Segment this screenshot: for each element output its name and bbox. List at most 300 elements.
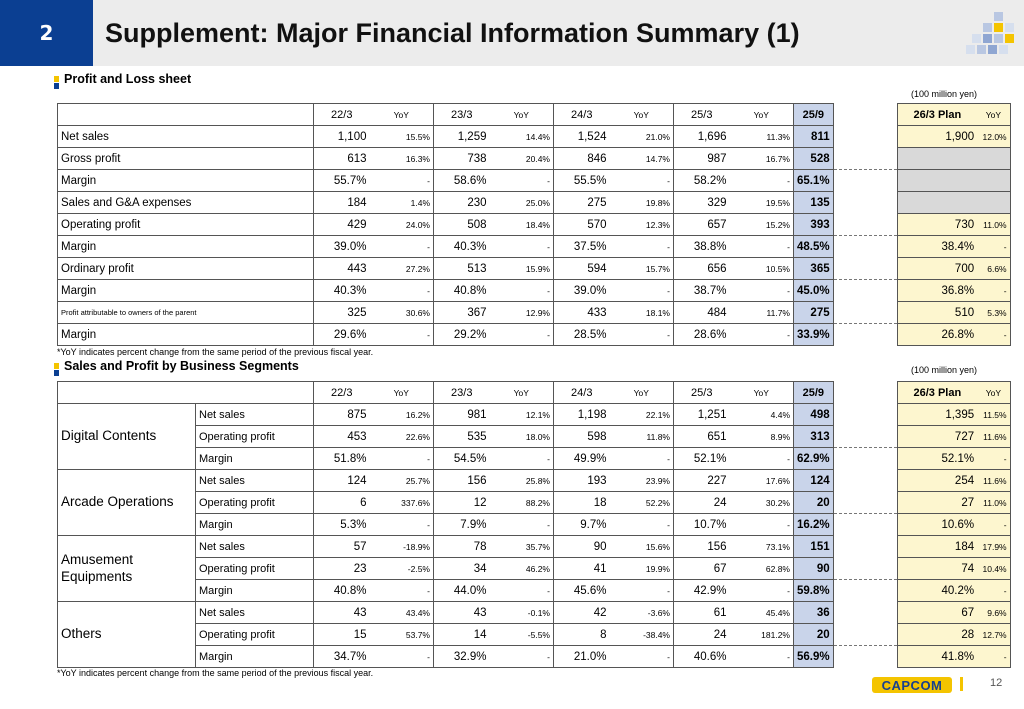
yoy-cell: 26.8% bbox=[897, 324, 977, 346]
column-gap bbox=[833, 104, 897, 126]
yoy-cell: 14.7% bbox=[610, 148, 674, 170]
value-cell: 57 bbox=[314, 536, 370, 558]
yoy-cell: 16.3% bbox=[370, 148, 434, 170]
yoy-cell: - bbox=[490, 236, 554, 258]
value-cell: 40.8% bbox=[314, 580, 370, 602]
segment-name: Arcade Operations bbox=[58, 470, 196, 536]
value-cell: 21.0% bbox=[554, 646, 610, 668]
value-cell: 184 bbox=[314, 192, 370, 214]
column-header: YoY bbox=[610, 104, 674, 126]
yoy-cell: - bbox=[610, 236, 674, 258]
yoy-cell bbox=[897, 148, 977, 170]
value-cell: 365 bbox=[794, 258, 834, 280]
yoy-cell: 11.3% bbox=[730, 126, 794, 148]
table-row bbox=[58, 536, 1011, 558]
yoy-cell: 5.3% bbox=[977, 302, 1010, 324]
value-cell: 43 bbox=[314, 602, 370, 624]
yoy-cell: 22.1% bbox=[610, 404, 674, 426]
value-cell: 598 bbox=[554, 426, 610, 448]
yoy-cell: 52.2% bbox=[610, 492, 674, 514]
column-gap bbox=[833, 558, 897, 580]
value-cell: 20 bbox=[794, 492, 834, 514]
table-row bbox=[58, 624, 1011, 646]
yoy-cell: 52.1% bbox=[897, 448, 977, 470]
value-cell: 34.7% bbox=[314, 646, 370, 668]
value-cell: 42 bbox=[554, 602, 610, 624]
yoy-cell: 28 bbox=[897, 624, 977, 646]
column-header: 23/3 bbox=[434, 382, 490, 404]
yoy-cell: 15.9% bbox=[490, 258, 554, 280]
yoy-cell: - bbox=[610, 646, 674, 668]
value-cell: 65.1% bbox=[794, 170, 834, 192]
yoy-cell: - bbox=[490, 170, 554, 192]
yoy-cell bbox=[897, 170, 977, 192]
column-header: 26/3 Plan bbox=[897, 104, 977, 126]
yoy-cell: 21.0% bbox=[610, 126, 674, 148]
column-header: 25/9 bbox=[794, 104, 834, 126]
yoy-cell: 11.6% bbox=[977, 426, 1010, 448]
value-cell: 156 bbox=[674, 536, 730, 558]
value-cell: 45.0% bbox=[794, 280, 834, 302]
row-label: Sales and G&A expenses bbox=[58, 192, 314, 214]
value-cell: 16.2% bbox=[794, 514, 834, 536]
section-number: 2 bbox=[0, 0, 93, 66]
value-cell: 443 bbox=[314, 258, 370, 280]
column-header: 25/3 bbox=[674, 382, 730, 404]
metric-label: Operating profit bbox=[196, 426, 314, 448]
value-cell: 40.3% bbox=[434, 236, 490, 258]
yoy-cell: 6.6% bbox=[977, 258, 1010, 280]
value-cell: 90 bbox=[554, 536, 610, 558]
table-row bbox=[58, 148, 1011, 170]
table-row bbox=[58, 426, 1011, 448]
row-label: Profit attributable to owners of the parent bbox=[58, 302, 314, 324]
row-label: Net sales bbox=[58, 126, 314, 148]
page-title: Supplement: Major Financial Information Summary (1) bbox=[105, 18, 800, 48]
value-cell: 230 bbox=[434, 192, 490, 214]
yoy-cell: 74 bbox=[897, 558, 977, 580]
table-row bbox=[58, 448, 1011, 470]
value-cell: 513 bbox=[434, 258, 490, 280]
value-cell: 1,100 bbox=[314, 126, 370, 148]
value-cell: 613 bbox=[314, 148, 370, 170]
table-row bbox=[58, 214, 1011, 236]
yoy-cell: 73.1% bbox=[730, 536, 794, 558]
yoy-cell bbox=[977, 170, 1010, 192]
table-row bbox=[58, 192, 1011, 214]
table-row bbox=[58, 470, 1011, 492]
yoy-cell: 19.8% bbox=[610, 192, 674, 214]
value-cell: 43 bbox=[434, 602, 490, 624]
yoy-cell bbox=[977, 192, 1010, 214]
table-row bbox=[58, 514, 1011, 536]
yoy-cell: -18.9% bbox=[370, 536, 434, 558]
value-cell: 20 bbox=[794, 624, 834, 646]
yoy-cell: 35.7% bbox=[490, 536, 554, 558]
yoy-cell: 38.4% bbox=[897, 236, 977, 258]
column-gap bbox=[833, 236, 897, 258]
metric-label: Net sales bbox=[196, 536, 314, 558]
seg-unit-label: (100 million yen) bbox=[910, 365, 977, 375]
table-row bbox=[58, 404, 1011, 426]
row-label: Margin bbox=[58, 236, 314, 258]
value-cell: 453 bbox=[314, 426, 370, 448]
yoy-cell: 19.5% bbox=[730, 192, 794, 214]
value-cell: 78 bbox=[434, 536, 490, 558]
value-cell: 38.8% bbox=[674, 236, 730, 258]
column-gap bbox=[833, 170, 897, 192]
table-row bbox=[58, 646, 1011, 668]
value-cell: 275 bbox=[794, 302, 834, 324]
value-cell: 535 bbox=[434, 426, 490, 448]
value-cell: 24 bbox=[674, 624, 730, 646]
value-cell: 10.7% bbox=[674, 514, 730, 536]
value-cell: 275 bbox=[554, 192, 610, 214]
segment-name: Others bbox=[58, 602, 196, 668]
segment-name: Digital Contents bbox=[58, 404, 196, 470]
yoy-cell: 15.7% bbox=[610, 258, 674, 280]
value-cell: 367 bbox=[434, 302, 490, 324]
value-cell: 56.9% bbox=[794, 646, 834, 668]
metric-label: Margin bbox=[196, 514, 314, 536]
column-header: YoY bbox=[490, 104, 554, 126]
yoy-cell: 8.9% bbox=[730, 426, 794, 448]
yoy-cell: - bbox=[610, 514, 674, 536]
yoy-cell: 62.8% bbox=[730, 558, 794, 580]
value-cell: 24 bbox=[674, 492, 730, 514]
value-cell: 8 bbox=[554, 624, 610, 646]
yoy-cell: - bbox=[610, 580, 674, 602]
value-cell: 59.8% bbox=[794, 580, 834, 602]
column-header: YoY bbox=[370, 104, 434, 126]
yoy-cell: 25.0% bbox=[490, 192, 554, 214]
table-row bbox=[58, 302, 1011, 324]
value-cell: 40.8% bbox=[434, 280, 490, 302]
column-header: 24/3 bbox=[554, 104, 610, 126]
value-cell: 90 bbox=[794, 558, 834, 580]
yoy-cell: - bbox=[370, 170, 434, 192]
yoy-cell: 730 bbox=[897, 214, 977, 236]
value-cell: 528 bbox=[794, 148, 834, 170]
table-row bbox=[58, 280, 1011, 302]
column-header: YoY bbox=[490, 382, 554, 404]
value-cell: 52.1% bbox=[674, 448, 730, 470]
column-gap bbox=[833, 426, 897, 448]
yoy-cell: - bbox=[370, 580, 434, 602]
yoy-cell: 16.7% bbox=[730, 148, 794, 170]
value-cell: 1,696 bbox=[674, 126, 730, 148]
column-gap bbox=[833, 404, 897, 426]
value-cell: 36 bbox=[794, 602, 834, 624]
metric-label: Net sales bbox=[196, 602, 314, 624]
column-header: 23/3 bbox=[434, 104, 490, 126]
yoy-cell: 46.2% bbox=[490, 558, 554, 580]
value-cell: 42.9% bbox=[674, 580, 730, 602]
value-cell: 29.6% bbox=[314, 324, 370, 346]
value-cell: 34 bbox=[434, 558, 490, 580]
yoy-cell: -5.5% bbox=[490, 624, 554, 646]
value-cell: 44.0% bbox=[434, 580, 490, 602]
yoy-cell: 20.4% bbox=[490, 148, 554, 170]
seg-footnote: *YoY indicates percent change from the same period of the previous fiscal year. bbox=[57, 668, 374, 678]
table-row bbox=[58, 324, 1011, 346]
table-row bbox=[58, 602, 1011, 624]
yoy-cell: 1.4% bbox=[370, 192, 434, 214]
column-gap bbox=[833, 514, 897, 536]
value-cell: 12 bbox=[434, 492, 490, 514]
yoy-cell: 88.2% bbox=[490, 492, 554, 514]
yoy-cell: 11.0% bbox=[977, 214, 1010, 236]
table-row bbox=[58, 492, 1011, 514]
yoy-cell: 18.4% bbox=[490, 214, 554, 236]
yoy-cell: - bbox=[370, 324, 434, 346]
value-cell: 325 bbox=[314, 302, 370, 324]
row-label: Margin bbox=[58, 170, 314, 192]
yoy-cell: - bbox=[490, 646, 554, 668]
metric-label: Margin bbox=[196, 448, 314, 470]
yoy-cell: 11.8% bbox=[610, 426, 674, 448]
column-gap bbox=[833, 126, 897, 148]
yoy-cell: 43.4% bbox=[370, 602, 434, 624]
column-gap bbox=[833, 646, 897, 668]
yoy-cell: - bbox=[730, 580, 794, 602]
yoy-cell: 181.2% bbox=[730, 624, 794, 646]
column-header: YoY bbox=[730, 104, 794, 126]
section-marker-icon bbox=[54, 363, 59, 377]
value-cell: 570 bbox=[554, 214, 610, 236]
value-cell: 48.5% bbox=[794, 236, 834, 258]
value-cell: 51.8% bbox=[314, 448, 370, 470]
pl-footnote: *YoY indicates percent change from the same period of the previous fiscal year. bbox=[57, 347, 374, 357]
row-label: Margin bbox=[58, 280, 314, 302]
value-cell: 58.6% bbox=[434, 170, 490, 192]
yoy-cell bbox=[897, 192, 977, 214]
column-header: 22/3 bbox=[314, 382, 370, 404]
yoy-cell: 700 bbox=[897, 258, 977, 280]
value-cell: 508 bbox=[434, 214, 490, 236]
value-cell: 657 bbox=[674, 214, 730, 236]
yoy-cell: - bbox=[370, 646, 434, 668]
value-cell: 227 bbox=[674, 470, 730, 492]
row-label: Operating profit bbox=[58, 214, 314, 236]
value-cell: 124 bbox=[794, 470, 834, 492]
value-cell: 498 bbox=[794, 404, 834, 426]
yoy-cell: - bbox=[730, 514, 794, 536]
yoy-cell: 17.6% bbox=[730, 470, 794, 492]
value-cell: 39.0% bbox=[314, 236, 370, 258]
yoy-cell: 30.6% bbox=[370, 302, 434, 324]
value-cell: 14 bbox=[434, 624, 490, 646]
value-cell: 651 bbox=[674, 426, 730, 448]
table-row bbox=[58, 580, 1011, 602]
value-cell: 875 bbox=[314, 404, 370, 426]
yoy-cell: 17.9% bbox=[977, 536, 1010, 558]
column-gap bbox=[833, 536, 897, 558]
yoy-cell: 9.6% bbox=[977, 602, 1010, 624]
column-gap bbox=[833, 192, 897, 214]
column-gap bbox=[833, 382, 897, 404]
yoy-cell: - bbox=[977, 448, 1010, 470]
yoy-cell: 53.7% bbox=[370, 624, 434, 646]
yoy-cell: - bbox=[490, 448, 554, 470]
yoy-cell: - bbox=[370, 448, 434, 470]
value-cell: 28.6% bbox=[674, 324, 730, 346]
value-cell: 40.6% bbox=[674, 646, 730, 668]
capcom-logo: CAPCOM bbox=[872, 677, 952, 693]
metric-label: Margin bbox=[196, 646, 314, 668]
yoy-cell: - bbox=[730, 280, 794, 302]
yoy-cell: 27 bbox=[897, 492, 977, 514]
value-cell: 329 bbox=[674, 192, 730, 214]
value-cell: 981 bbox=[434, 404, 490, 426]
pl-section-title: Profit and Loss sheet bbox=[64, 72, 192, 86]
column-gap bbox=[833, 280, 897, 302]
column-gap bbox=[833, 148, 897, 170]
pl-table bbox=[57, 103, 1011, 346]
yoy-cell: - bbox=[490, 324, 554, 346]
yoy-cell bbox=[977, 148, 1010, 170]
yoy-cell: 12.0% bbox=[977, 126, 1010, 148]
metric-label: Margin bbox=[196, 580, 314, 602]
column-gap bbox=[833, 602, 897, 624]
yoy-cell: 15.5% bbox=[370, 126, 434, 148]
yoy-cell: 30.2% bbox=[730, 492, 794, 514]
metric-label: Operating profit bbox=[196, 492, 314, 514]
yoy-cell: 25.7% bbox=[370, 470, 434, 492]
yoy-cell: 184 bbox=[897, 536, 977, 558]
table-row bbox=[58, 170, 1011, 192]
table-row bbox=[58, 236, 1011, 258]
yoy-cell: - bbox=[730, 646, 794, 668]
yoy-cell: 10.5% bbox=[730, 258, 794, 280]
segment-table bbox=[57, 381, 1011, 668]
yoy-cell: 41.8% bbox=[897, 646, 977, 668]
value-cell: 313 bbox=[794, 426, 834, 448]
value-cell: 23 bbox=[314, 558, 370, 580]
value-cell: 58.2% bbox=[674, 170, 730, 192]
column-header: 22/3 bbox=[314, 104, 370, 126]
column-gap bbox=[833, 258, 897, 280]
yoy-cell: 1,395 bbox=[897, 404, 977, 426]
metric-label: Operating profit bbox=[196, 558, 314, 580]
yoy-cell: 19.9% bbox=[610, 558, 674, 580]
yoy-cell: 10.6% bbox=[897, 514, 977, 536]
value-cell: 433 bbox=[554, 302, 610, 324]
column-gap bbox=[833, 624, 897, 646]
value-cell: 41 bbox=[554, 558, 610, 580]
value-cell: 5.3% bbox=[314, 514, 370, 536]
value-cell: 40.3% bbox=[314, 280, 370, 302]
yoy-cell: 18.1% bbox=[610, 302, 674, 324]
yoy-cell: 10.4% bbox=[977, 558, 1010, 580]
metric-label: Net sales bbox=[196, 470, 314, 492]
value-cell: 738 bbox=[434, 148, 490, 170]
yoy-cell: - bbox=[370, 280, 434, 302]
yoy-cell: 727 bbox=[897, 426, 977, 448]
metric-label: Net sales bbox=[196, 404, 314, 426]
value-cell: 135 bbox=[794, 192, 834, 214]
value-cell: 846 bbox=[554, 148, 610, 170]
yoy-cell: - bbox=[730, 170, 794, 192]
yoy-cell: 22.6% bbox=[370, 426, 434, 448]
value-cell: 987 bbox=[674, 148, 730, 170]
yoy-cell: -3.6% bbox=[610, 602, 674, 624]
yoy-cell: 40.2% bbox=[897, 580, 977, 602]
yoy-cell: 11.6% bbox=[977, 470, 1010, 492]
value-cell: 37.5% bbox=[554, 236, 610, 258]
value-cell: 151 bbox=[794, 536, 834, 558]
column-header: YoY bbox=[370, 382, 434, 404]
yoy-cell: - bbox=[977, 646, 1010, 668]
value-cell: 193 bbox=[554, 470, 610, 492]
yoy-cell: - bbox=[490, 514, 554, 536]
yoy-cell: -0.1% bbox=[490, 602, 554, 624]
column-header: YoY bbox=[977, 382, 1010, 404]
yoy-cell: 14.4% bbox=[490, 126, 554, 148]
table-row bbox=[58, 558, 1011, 580]
column-header: YoY bbox=[977, 104, 1010, 126]
table-row bbox=[58, 126, 1011, 148]
yoy-cell: 15.2% bbox=[730, 214, 794, 236]
seg-section-title: Sales and Profit by Business Segments bbox=[64, 359, 299, 373]
yoy-cell: 337.6% bbox=[370, 492, 434, 514]
value-cell: 28.5% bbox=[554, 324, 610, 346]
value-cell: 1,524 bbox=[554, 126, 610, 148]
yoy-cell: 12.3% bbox=[610, 214, 674, 236]
value-cell: 45.6% bbox=[554, 580, 610, 602]
yoy-cell: 12.7% bbox=[977, 624, 1010, 646]
yoy-cell: - bbox=[730, 236, 794, 258]
yoy-cell: 12.9% bbox=[490, 302, 554, 324]
yoy-cell: 67 bbox=[897, 602, 977, 624]
value-cell: 156 bbox=[434, 470, 490, 492]
slide-number: 12 bbox=[990, 677, 1003, 689]
yoy-cell: - bbox=[730, 448, 794, 470]
yoy-cell: -2.5% bbox=[370, 558, 434, 580]
column-gap bbox=[833, 214, 897, 236]
yoy-cell: 12.1% bbox=[490, 404, 554, 426]
yoy-cell: - bbox=[610, 448, 674, 470]
value-cell: 393 bbox=[794, 214, 834, 236]
column-gap bbox=[833, 324, 897, 346]
pl-unit-label: (100 million yen) bbox=[910, 89, 977, 99]
yoy-cell: 45.4% bbox=[730, 602, 794, 624]
column-gap bbox=[833, 448, 897, 470]
value-cell: 67 bbox=[674, 558, 730, 580]
value-cell: 429 bbox=[314, 214, 370, 236]
section-marker-icon bbox=[54, 76, 59, 90]
yoy-cell: - bbox=[977, 280, 1010, 302]
value-cell: 6 bbox=[314, 492, 370, 514]
column-header: 24/3 bbox=[554, 382, 610, 404]
yoy-cell: 25.8% bbox=[490, 470, 554, 492]
yoy-cell: 4.4% bbox=[730, 404, 794, 426]
column-header: YoY bbox=[730, 382, 794, 404]
yoy-cell: 510 bbox=[897, 302, 977, 324]
value-cell: 49.9% bbox=[554, 448, 610, 470]
yoy-cell: - bbox=[490, 580, 554, 602]
yoy-cell: -38.4% bbox=[610, 624, 674, 646]
row-label: Ordinary profit bbox=[58, 258, 314, 280]
column-header: 25/9 bbox=[794, 382, 834, 404]
yoy-cell: - bbox=[977, 236, 1010, 258]
column-gap bbox=[833, 470, 897, 492]
yoy-cell: 24.0% bbox=[370, 214, 434, 236]
value-cell: 1,198 bbox=[554, 404, 610, 426]
yoy-cell: - bbox=[610, 280, 674, 302]
row-label: Gross profit bbox=[58, 148, 314, 170]
value-cell: 9.7% bbox=[554, 514, 610, 536]
